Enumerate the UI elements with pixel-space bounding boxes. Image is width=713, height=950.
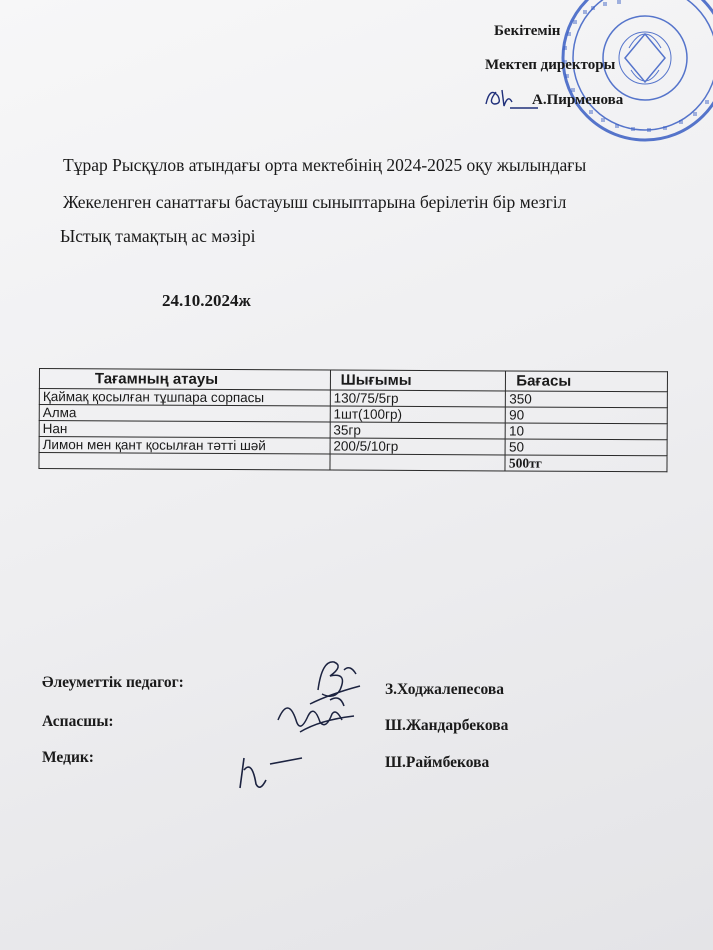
menu-table <box>38 368 668 472</box>
total-empty-cell <box>330 454 506 471</box>
approval-position: Мектеп директоры <box>485 57 616 73</box>
dish-yield: 35гр <box>330 422 506 439</box>
header-dish-name: Тағамның атауы <box>39 369 330 391</box>
signature-name-cook: Ш.Жандарбекова <box>385 717 509 734</box>
handwritten-signature-icon <box>270 690 360 745</box>
signature-role-social-pedagogue: Әлеуметтік педагог: <box>42 674 184 691</box>
document-date: 24.10.2024ж <box>162 291 251 310</box>
approval-word: Бекітемін <box>494 23 561 39</box>
title-line-3: Ыстық тамақтың ас мәзірі <box>60 226 256 246</box>
header-yield: Шығымы <box>330 370 506 391</box>
signature-role-cook: Аспасшы: <box>42 713 114 730</box>
title-line-2: Жекеленген санаттағы бастауыш сыныптарына берілетін бір мезгіл <box>63 192 567 212</box>
total-price: 500тг <box>505 455 667 472</box>
dish-name: Алма <box>39 405 330 423</box>
director-signature-icon <box>482 82 542 112</box>
dish-price: 350 <box>506 391 668 408</box>
dish-name: Нан <box>39 421 330 439</box>
title-line-1: Тұрар Рысқұлов атындағы орта мектебінің 2024-2025 оқу жылындағы <box>63 155 587 175</box>
dish-name: Лимон мен қант қосылған тәтті шәй <box>39 437 330 455</box>
dish-name: Қаймақ қосылған тұшпара сорпасы <box>39 389 330 407</box>
signature-name-medic: Ш.Раймбекова <box>385 754 490 771</box>
dish-price: 90 <box>506 407 668 424</box>
table-total-row <box>39 453 667 472</box>
signature-name-social-pedagogue: З.Ходжалепесова <box>385 681 504 698</box>
handwritten-signature-icon <box>230 740 310 795</box>
dish-yield: 200/5/10гр <box>330 438 506 455</box>
dish-price: 10 <box>506 423 668 440</box>
header-price: Бағасы <box>506 371 668 392</box>
dish-price: 50 <box>505 439 667 456</box>
dish-yield: 1шт(100гр) <box>330 406 506 423</box>
dish-yield: 130/75/5гр <box>330 390 506 407</box>
signature-role-medic: Медик: <box>42 749 94 766</box>
total-empty-cell <box>39 453 330 471</box>
approval-name: А.Пирменова <box>532 92 624 108</box>
